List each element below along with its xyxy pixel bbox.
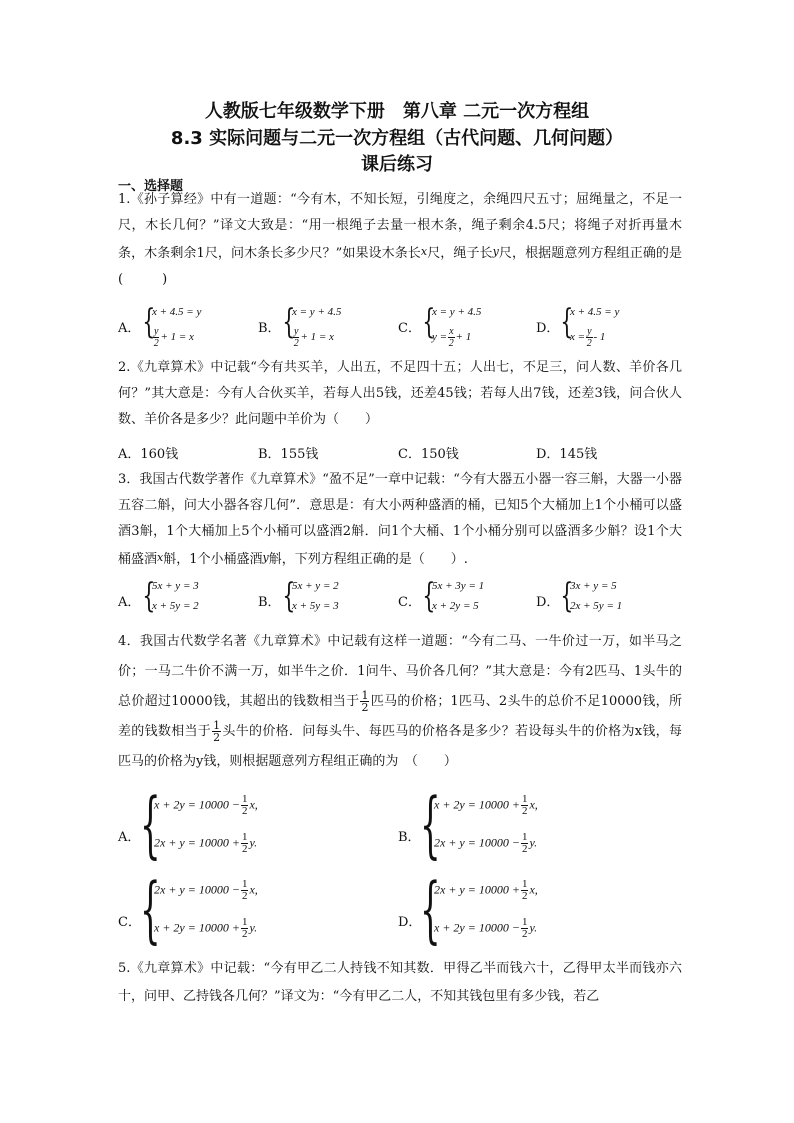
equation-line-1: 3x + y = 5	[570, 580, 617, 592]
eq-prefix: x =	[570, 331, 586, 344]
brace-icon: {	[282, 576, 296, 616]
eq-suffix: y.	[529, 835, 538, 850]
question-3	[118, 467, 682, 573]
eq-prefix: 2x + y = 10000 +	[434, 882, 520, 897]
option-letter: C．	[118, 915, 141, 930]
q1-text-a: 1.《孙子算经》中有一道题：“今有木，不知长短，引绳度之，余绳四尺五寸；屈绳量之，不足一尺，木长几何？”译文大致是：“用一根绳子去量一根木条，绳子剩余4.5尺；将绳子对折再量木条，木条剩余1尺，问木条长多少尺？”如果设木条长	[118, 192, 682, 261]
option-letter: D．	[536, 321, 560, 336]
equation-line-1: x = y + 4.5	[432, 306, 482, 318]
denominator: 2	[521, 843, 528, 855]
equation-line-2: 2x + 5y = 1	[570, 600, 623, 612]
brace-icon: {	[420, 867, 441, 951]
equation-line-1	[434, 879, 538, 902]
option-letter: B．	[258, 321, 281, 336]
q2-option-d[interactable]: D．145钱	[536, 447, 598, 462]
option-letter: B．	[398, 830, 421, 845]
equation-line-2: x + 5y = 2	[152, 600, 199, 612]
equation-line-2: x + 5y = 3	[292, 600, 339, 612]
q3-var-y: y	[262, 551, 269, 564]
numerator: 1	[241, 916, 248, 928]
fraction-half	[360, 690, 369, 713]
brace-icon: {	[282, 302, 296, 342]
fraction	[586, 326, 592, 349]
fraction	[241, 917, 249, 940]
equation-line-1: x + 4.5 = y	[152, 306, 202, 318]
question-4	[118, 627, 682, 777]
numerator: 1	[521, 831, 528, 843]
denominator: 2	[586, 338, 592, 349]
eq-suffix: + 1 = x	[300, 331, 334, 344]
denominator: 2	[293, 338, 299, 349]
numerator: y	[587, 326, 592, 337]
equation-line-2	[432, 326, 471, 349]
eq-prefix: x + 2y = 10000 +	[434, 797, 520, 812]
option-letter: C．	[398, 321, 421, 336]
fraction	[521, 917, 529, 940]
equation-line-2	[154, 917, 257, 940]
option-letter: A．	[118, 830, 141, 845]
brace-icon: {	[142, 576, 156, 616]
q1-text-c: 尺，根据题意列方程组正确的是( )	[118, 246, 682, 287]
eq-suffix: x,	[529, 797, 538, 812]
numerator: y	[154, 326, 159, 337]
brace-icon: {	[142, 302, 156, 342]
eq-prefix: x + 2y = 10000 −	[154, 797, 240, 812]
denominator: 2	[448, 338, 454, 349]
fraction	[448, 326, 454, 349]
equation-line-2	[434, 917, 537, 940]
fraction	[521, 879, 529, 902]
eq-prefix: 2x + y = 10000 −	[434, 835, 520, 850]
question-1	[118, 187, 682, 293]
q1-var-y: y	[492, 245, 499, 258]
numerator: 1	[241, 793, 248, 805]
option-letter: A．	[118, 595, 141, 610]
option-letter: C．	[398, 595, 421, 610]
q4-text-b: 匹马的价格；1匹马、2头牛的总价不足10000钱，所差的钱数相当于	[118, 694, 682, 739]
numerator: 1	[521, 793, 528, 805]
fraction	[293, 326, 299, 349]
q1-options	[118, 302, 718, 349]
brace-icon: {	[420, 782, 441, 866]
equation-line-1: x = y + 4.5	[292, 306, 342, 318]
denominator: 2	[361, 701, 369, 714]
q4-text-c: 头牛的价格．问每头牛、每匹马的价格各是多少？若设每头牛的价格为x钱，每匹马的价格为y钱，则根据题意列方程组正确的为 （ ）	[118, 724, 682, 769]
eq-suffix: y.	[249, 835, 258, 850]
eq-prefix: 2x + y = 10000 +	[154, 835, 240, 850]
equation-line-2	[154, 832, 257, 855]
equation-line-1: 5x + y = 2	[292, 580, 339, 592]
option-letter: D．	[536, 595, 560, 610]
brace-icon: {	[560, 576, 574, 616]
fraction	[241, 879, 249, 902]
brace-icon: {	[140, 867, 161, 951]
eq-prefix: x + 2y = 10000 +	[154, 920, 240, 935]
q3-text-b: 斛，1个小桶盛酒	[163, 552, 263, 567]
equation-line-1: 5x + y = 3	[152, 580, 199, 592]
eq-suffix: - 1	[593, 331, 606, 344]
equation-line-1	[154, 794, 258, 817]
q3-options	[118, 578, 718, 618]
denominator: 2	[521, 890, 528, 902]
q2-option-c[interactable]: C．150钱	[398, 447, 459, 462]
option-letter: D．	[398, 915, 422, 930]
equation-line-2: x + 2y = 5	[432, 600, 479, 612]
eq-suffix: y.	[249, 920, 258, 935]
eq-suffix: y.	[529, 920, 538, 935]
equation-line-2	[434, 832, 537, 855]
denominator: 2	[241, 928, 248, 940]
numerator: 1	[361, 689, 369, 702]
fraction	[521, 794, 529, 817]
section-heading: 一、选择题	[118, 179, 184, 194]
equation-line-2	[152, 326, 194, 349]
fraction-half	[212, 720, 221, 743]
numerator: 1	[521, 916, 528, 928]
denominator: 2	[241, 843, 248, 855]
eq-suffix: + 1 = x	[160, 331, 194, 344]
q3-var-x: x	[157, 551, 164, 564]
brace-icon: {	[422, 302, 436, 342]
denominator: 2	[521, 928, 528, 940]
eq-prefix: 2x + y = 10000 −	[154, 882, 240, 897]
q2-option-a[interactable]: A．160钱	[118, 447, 179, 462]
denominator: 2	[241, 890, 248, 902]
question-2: 2.《九章算术》中记载“今有共买羊，人出五，不足四十五；人出七，不足三，问人数、羊价各几何？”其大意是：今有人合伙买羊，若每人出5钱，还差45钱；若每人出7钱，还差3钱，问合伙人数、羊价各是多少？此问题中羊价为（ ）	[118, 360, 682, 427]
eq-suffix: + 1	[455, 331, 472, 344]
fraction	[153, 326, 159, 349]
equation-line-1	[154, 879, 258, 902]
equation-line-2	[292, 326, 334, 349]
denominator: 2	[521, 805, 528, 817]
numerator: y	[294, 326, 299, 337]
q2-option-b[interactable]: B．155钱	[258, 447, 319, 462]
document-title: 人教版七年级数学下册 第八章 二元一次方程组	[204, 101, 590, 122]
fraction	[241, 832, 249, 855]
numerator: 1	[213, 719, 221, 732]
q3-text-c: 斛，下列方程组正确的是（ ）.	[268, 552, 468, 567]
brace-icon: {	[560, 302, 574, 342]
q1-text-b: 尺，绳子长	[427, 246, 493, 261]
eq-suffix: x,	[529, 882, 538, 897]
equation-line-2	[570, 326, 605, 349]
brace-icon: {	[422, 576, 436, 616]
fraction	[241, 794, 249, 817]
numerator: x	[449, 326, 454, 337]
equation-line-1: x + 4.5 = y	[570, 306, 620, 318]
option-letter: A．	[118, 321, 141, 336]
equation-line-1: 5x + 3y = 1	[432, 580, 485, 592]
numerator: 1	[241, 878, 248, 890]
exercise-title: 课后练习	[361, 154, 433, 175]
q1-var-x: x	[420, 245, 428, 258]
eq-prefix: y =	[432, 331, 448, 344]
q3-text-a: 3．我国古代数学著作《九章算术》“盈不足”一章中记载：“今有大器五小器一容三斛，大器一小器五容二斛，问大小器各容几何”．意思是：有大小两种盛酒的桶，已知5个大桶加上1个小桶可以盛酒3斛，1个大桶加上5个小桶可以盛酒2斛．问1个大桶、1个小桶分别可以盛酒多少斛？设1个大桶盛酒	[118, 472, 682, 567]
equation-line-1	[434, 794, 538, 817]
lesson-title: 8.3 实际问题与二元一次方程组（古代问题、几何问题）	[170, 128, 624, 149]
denominator: 2	[153, 338, 159, 349]
eq-prefix: x + 2y = 10000 −	[434, 920, 520, 935]
brace-icon: {	[140, 782, 161, 866]
numerator: 1	[521, 878, 528, 890]
numerator: 1	[241, 831, 248, 843]
eq-suffix: x,	[249, 882, 258, 897]
denominator: 2	[241, 805, 248, 817]
denominator: 2	[213, 731, 221, 744]
q4-text-a: 4．我国古代数学名著《九章算术》中记载有这样一道题：“今有二马、一牛价过一万，如半马之价；一马二牛价不满一万，如半牛之价．1问牛、马价各几何？”其大意是：今有2匹马、1头牛的总价超过10000钱，其超出的钱数相当于	[118, 634, 682, 709]
eq-suffix: x,	[249, 797, 258, 812]
question-5: 5.《九章算术》中记载：“今有甲乙二人持钱不知其数．甲得乙半而钱六十，乙得甲太半而钱亦六十，问甲、乙持钱各几何？”译文为：“今有甲乙二人，不知其钱包里有多少钱，若乙	[118, 961, 682, 1004]
fraction	[521, 832, 529, 855]
option-letter: B．	[258, 595, 281, 610]
